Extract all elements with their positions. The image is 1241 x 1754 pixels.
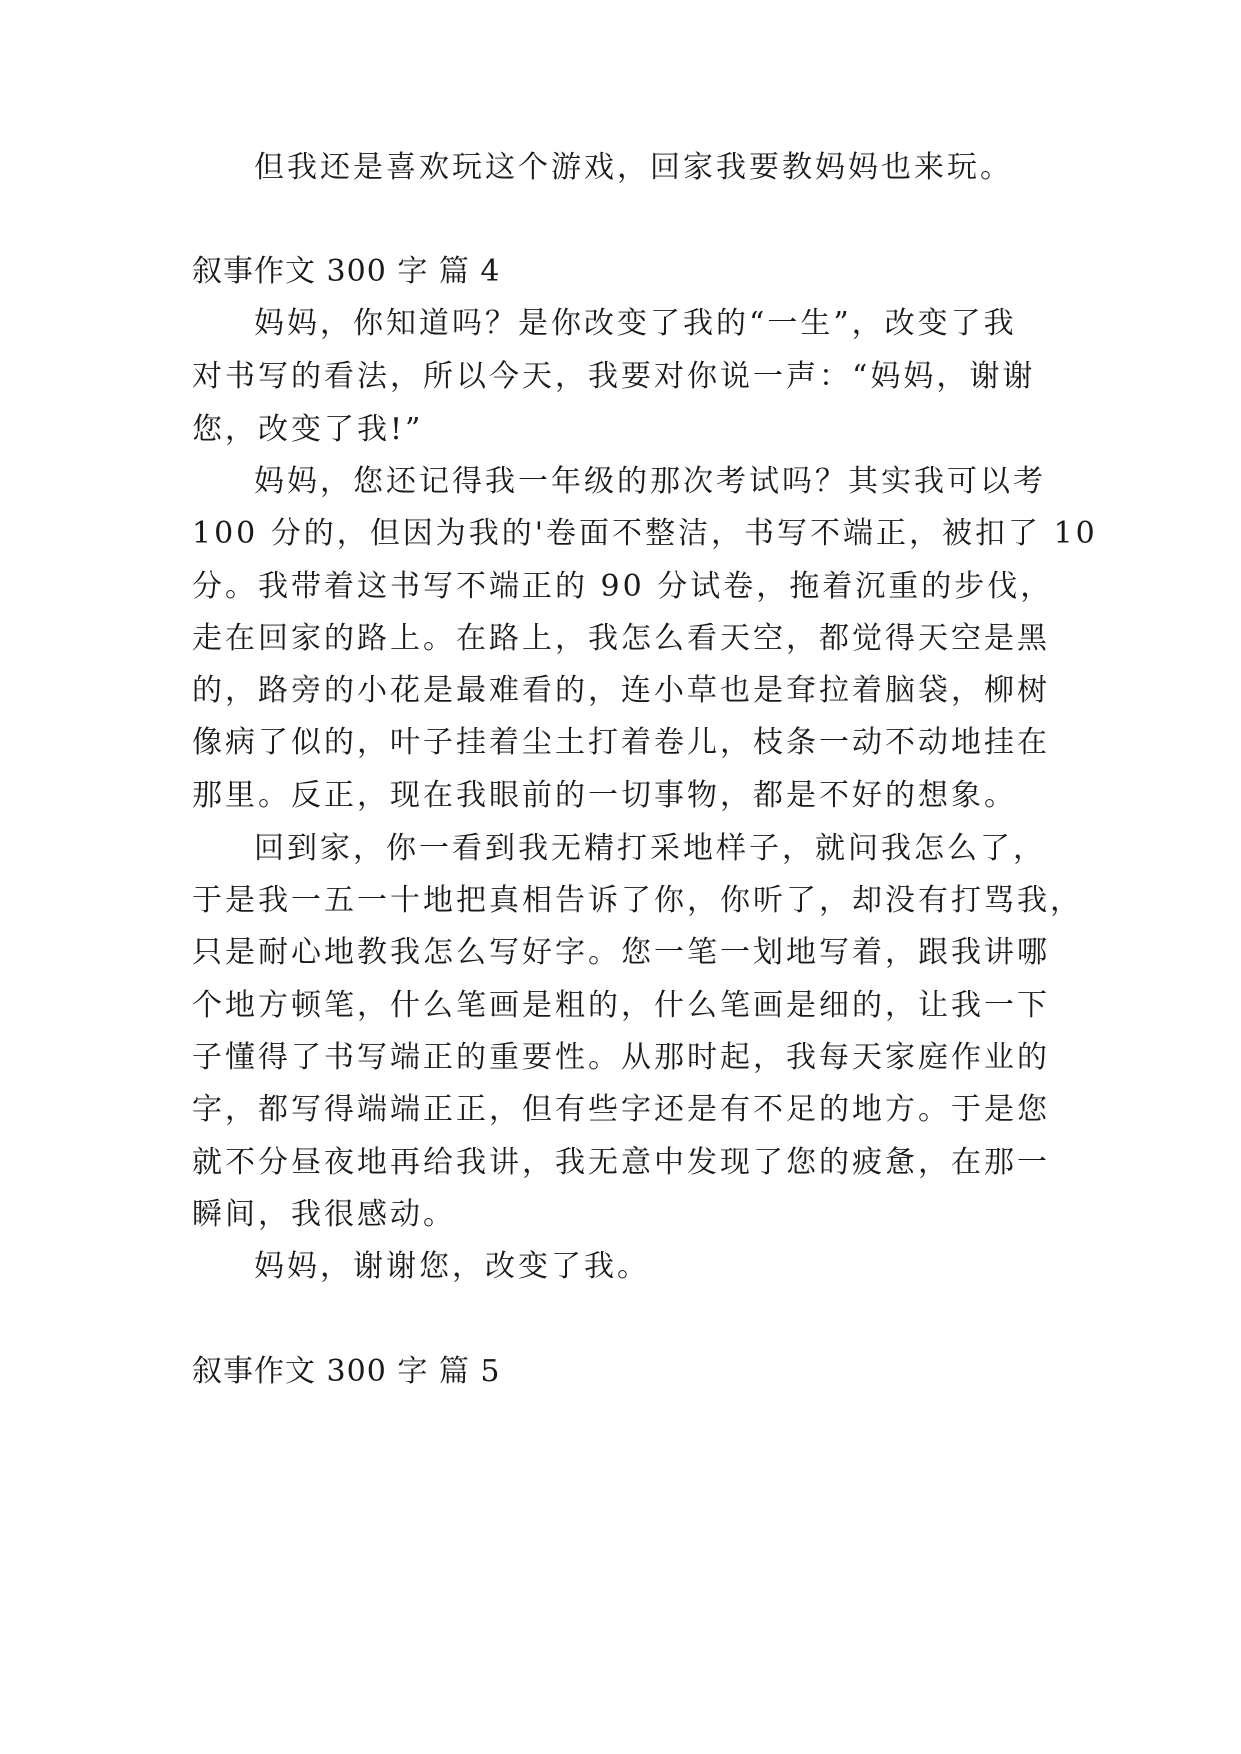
essay-4-line-14: 个地方顿笔，什么笔画是粗的，什么笔画是细的，让我一下 xyxy=(192,988,1050,1023)
essay-4-line-15: 子懂得了书写端正的重要性。从那时起，我每天家庭作业的 xyxy=(192,1040,1050,1075)
essay-4-line-18: 瞬间，我很感动。 xyxy=(192,1197,456,1232)
essay-4-line-8: 的，路旁的小花是最难看的，连小草也是耷拉着脑袋，柳树 xyxy=(192,673,1050,708)
essay-5-heading: 叙事作文 300 字 篇 5 xyxy=(192,1354,501,1389)
essay-4-line-11: 回到家，你一看到我无精打采地样子，就问我怎么了， xyxy=(254,831,1046,866)
essay-4-heading: 叙事作文 300 字 篇 4 xyxy=(192,254,501,289)
essay-4-line-10: 那里。反正，现在我眼前的一切事物，都是不好的想象。 xyxy=(192,778,1017,813)
essay-4-line-6: 分。我带着这书写不端正的 90 分试卷，拖着沉重的步伐， xyxy=(192,569,1054,604)
essay-4-line-13: 只是耐心地教我怎么写好字。您一笔一划地写着，跟我讲哪 xyxy=(192,935,1050,970)
essay-4-line-4: 妈妈，您还记得我一年级的那次考试吗？其实我可以考 xyxy=(254,464,1046,499)
essay-4-line-7: 走在回家的路上。在路上，我怎么看天空，都觉得天空是黑 xyxy=(192,621,1050,656)
document-page xyxy=(192,0,1098,1754)
essay-4-line-12: 于是我一五一十地把真相告诉了你，你听了，却没有打骂我， xyxy=(192,883,1083,918)
essay-4-line-9: 像病了似的，叶子挂着尘土打着卷儿，枝条一动不动地挂在 xyxy=(192,725,1050,760)
essay-4-line-5: 100 分的，但因为我的'卷面不整洁，书写不端正，被扣了 10 xyxy=(192,516,1098,551)
essay-4-line-3: 您，改变了我!” xyxy=(192,412,424,447)
essay-4-line-16: 字，都写得端端正正，但有些字还是有不足的地方。于是您 xyxy=(192,1092,1050,1127)
essay-4-line-1: 妈妈，你知道吗？是你改变了我的“一生”，改变了我 xyxy=(254,306,1017,341)
closing-line: 但我还是喜欢玩这个游戏，回家我要教妈妈也来玩。 xyxy=(254,150,1013,185)
essay-4-line-19: 妈妈，谢谢您，改变了我。 xyxy=(254,1249,650,1284)
essay-4-line-17: 就不分昼夜地再给我讲，我无意中发现了您的疲惫，在那一 xyxy=(192,1145,1050,1180)
essay-4-line-2: 对书写的看法，所以今天，我要对你说一声：“妈妈，谢谢 xyxy=(192,359,1036,394)
